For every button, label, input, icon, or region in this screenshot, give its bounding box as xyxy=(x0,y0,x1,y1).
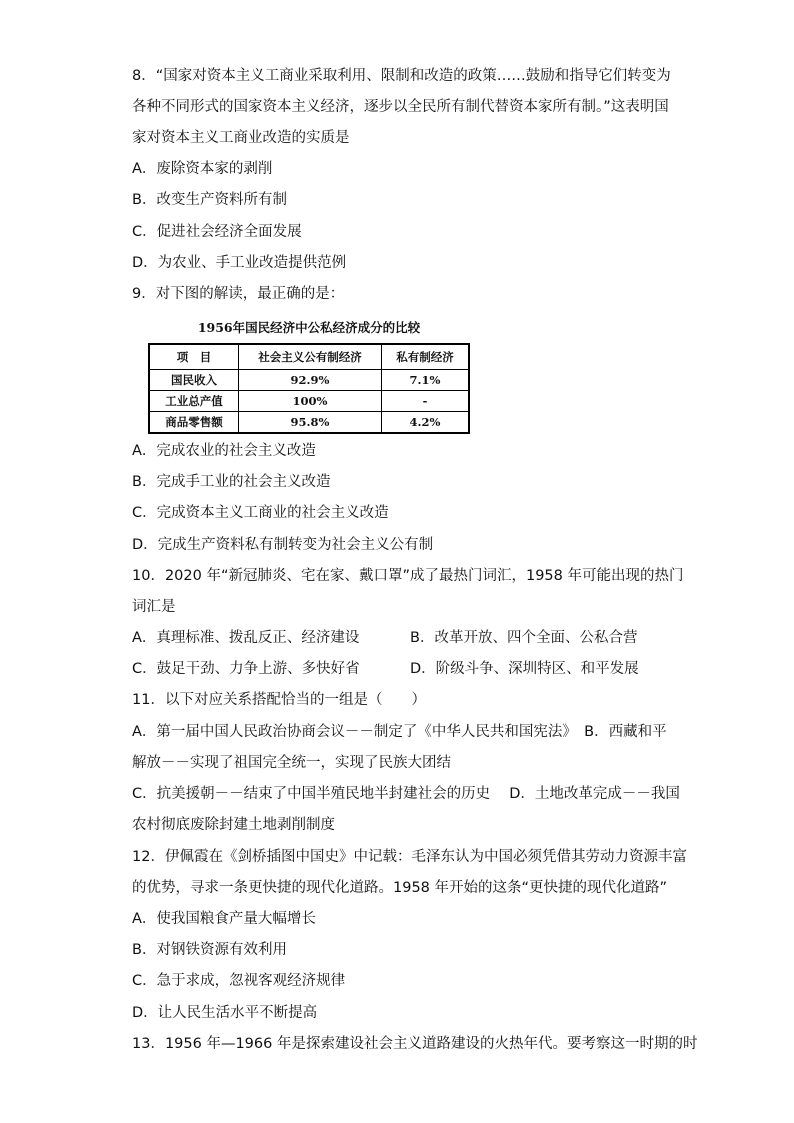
q8-option-d[interactable]: D．为农业、手工业改造提供范例 xyxy=(132,255,347,271)
q10-option-b[interactable]: B．改革开放、四个全面、公私合营 xyxy=(410,630,638,646)
table-cell: 7.1% xyxy=(382,370,470,391)
q8-stem-line-2: 各种不同形式的国家资本主义经济，逐步以全民所有制代替资本家所有制。”这表明国 xyxy=(132,99,669,115)
q12-option-d[interactable]: D．让人民生活水平不断提高 xyxy=(132,1005,318,1021)
table-cell: 4.2% xyxy=(382,412,470,434)
table-cell: - xyxy=(382,391,470,412)
q11-line-2[interactable]: 解放－－实现了祖国完全统一，实现了民族大团结 xyxy=(132,755,451,771)
table-header-public: 社会主义公有制经济 xyxy=(239,344,382,370)
q11-line-4[interactable]: 农村彻底废除封建土地剥削制度 xyxy=(132,817,335,833)
q8-option-a[interactable]: A．废除资本家的剥削 xyxy=(132,161,273,177)
q12-option-c[interactable]: C．急于求成，忽视客观经济规律 xyxy=(132,973,346,989)
q8-stem-line-3: 家对资本主义工商业改造的实质是 xyxy=(132,130,350,146)
table-row xyxy=(149,370,469,391)
q10-option-d[interactable]: D．阶级斗争、深圳特区、和平发展 xyxy=(410,661,639,677)
q12-stem-line-1: 12．伊佩霞在《剑桥插图中国史》中记载：毛泽东认为中国必须凭借其劳动力资源丰富 xyxy=(132,849,687,865)
q8-option-c[interactable]: C．促进社会经济全面发展 xyxy=(132,224,302,240)
q10-stem-line-2: 词汇是 xyxy=(132,599,176,615)
table-header-private: 私有制经济 xyxy=(382,344,470,370)
q12-stem-line-2: 的优势，寻求一条更快捷的现代化道路。1958 年开始的这条“更快捷的现代化道路” xyxy=(132,880,668,896)
q10-option-a[interactable]: A．真理标准、拨乱反正、经济建设 xyxy=(132,630,360,646)
table-row xyxy=(149,391,469,412)
q11-line-3[interactable]: C．抗美援朝－－结束了中国半殖民地半封建社会的历史 D．土地改革完成－－我国 xyxy=(132,786,680,802)
q9-option-d[interactable]: D．完成生产资料私有制转变为社会主义公有制 xyxy=(132,537,434,553)
q11-stem: 11．以下对应关系搭配恰当的一组是（ ） xyxy=(132,692,426,708)
table-cell: 100% xyxy=(239,391,382,412)
q8-stem-line-1: 8．“国家对资本主义工商业采取利用、限制和改造的政策……鼓励和指导它们转变为 xyxy=(132,68,671,84)
table-cell: 商品零售额 xyxy=(149,412,239,434)
q9-data-table xyxy=(148,343,470,434)
table-cell: 92.9% xyxy=(239,370,382,391)
q9-option-b[interactable]: B．完成手工业的社会主义改造 xyxy=(132,474,331,490)
q10-option-c[interactable]: C．鼓足干劲、力争上游、多快好省 xyxy=(132,661,360,677)
q10-stem-line-1: 10．2020 年“新冠肺炎、宅在家、戴口罩”成了最热门词汇，1958 年可能出现的热门 xyxy=(132,568,684,584)
q9-option-a[interactable]: A．完成农业的社会主义改造 xyxy=(132,443,316,459)
table-cell: 国民收入 xyxy=(149,370,239,391)
q8-option-b[interactable]: B．改变生产资料所有制 xyxy=(132,192,287,208)
table-header-item: 项 目 xyxy=(149,344,239,370)
q9-option-c[interactable]: C．完成资本主义工商业的社会主义改造 xyxy=(132,505,389,521)
q11-line-1[interactable]: A．第一届中国人民政治协商会议－－制定了《中华人民共和国宪法》 B．西藏和平 xyxy=(132,724,667,740)
table-header-row xyxy=(149,344,469,370)
table-cell: 95.8% xyxy=(239,412,382,434)
q13-stem: 13．1956 年—1966 年是探索建设社会主义道路建设的火热年代。要考察这一时期的时 xyxy=(132,1036,698,1052)
q12-option-b[interactable]: B．对钢铁资源有效利用 xyxy=(132,942,287,958)
table-row xyxy=(149,412,469,434)
q9-table-title: 1956年国民经济中公私经济成分的比较 xyxy=(197,320,421,335)
q12-option-a[interactable]: A．使我国粮食产量大幅增长 xyxy=(132,911,316,927)
table-cell: 工业总产值 xyxy=(149,391,239,412)
q9-stem: 9．对下图的解读，最正确的是： xyxy=(132,286,345,302)
